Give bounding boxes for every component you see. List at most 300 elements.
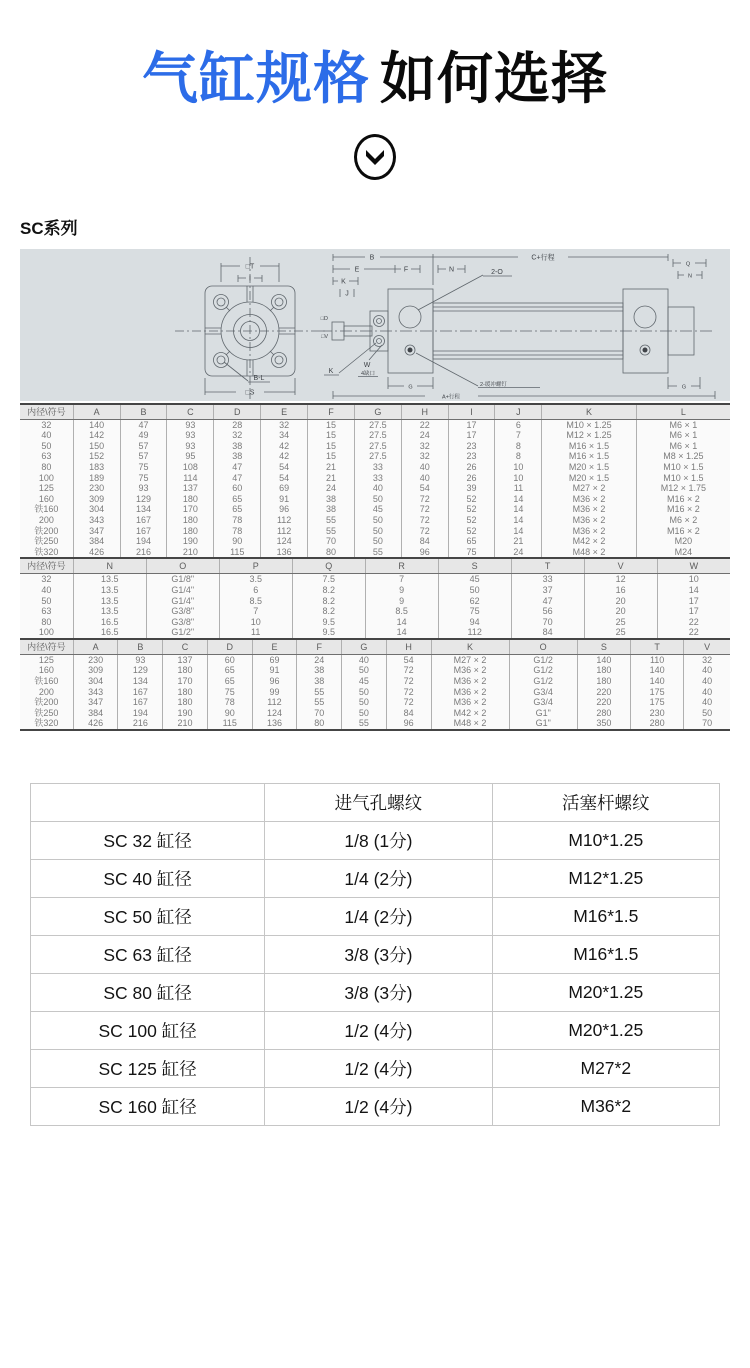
table-cell: 55 xyxy=(342,718,387,730)
dim-label: □T xyxy=(245,263,255,271)
table-cell: 57 xyxy=(120,441,167,452)
table-cell: 125 xyxy=(38,654,54,665)
table-cell: 56 xyxy=(511,606,584,617)
table-cell: 32 xyxy=(401,451,448,462)
table-cell: 47 xyxy=(214,462,261,473)
table-cell: 40 xyxy=(354,483,401,494)
column-header: A xyxy=(73,639,118,655)
table-cell: 180 xyxy=(167,494,214,505)
table-cell: 54 xyxy=(401,483,448,494)
table-cell: 47 xyxy=(120,419,167,430)
table-cell: 42 xyxy=(261,451,308,462)
table-cell: 铁250 xyxy=(34,536,59,547)
dim-label: □V xyxy=(321,333,328,340)
table-cell: 52 xyxy=(448,504,495,515)
table-cell: M10 × 1.5 xyxy=(636,473,730,484)
dim-label: K xyxy=(328,367,334,375)
table-cell: 280 xyxy=(577,708,630,719)
table-cell: 60 xyxy=(207,654,252,665)
chevron-down-icon xyxy=(354,134,396,180)
table-cell: SC 40 缸径 xyxy=(31,860,265,898)
table-cell: 180 xyxy=(163,665,208,676)
table-row xyxy=(20,451,730,462)
table-cell: 150 xyxy=(73,441,120,452)
column-header: O xyxy=(146,558,219,574)
table-cell: 铁320 xyxy=(34,546,59,557)
table-cell: 15 xyxy=(308,441,355,452)
table-cell: G1/2 xyxy=(509,654,577,665)
dim-label: E xyxy=(354,266,360,274)
table-cell: 62 xyxy=(438,596,511,607)
table-cell: 57 xyxy=(120,451,167,462)
table-cell: 55 xyxy=(297,697,342,708)
table-cell: 7 xyxy=(219,606,292,617)
table-cell: 25 xyxy=(584,627,657,638)
table-cell: M16 × 1.5 xyxy=(542,441,636,452)
table-cell: 50 xyxy=(354,494,401,505)
table-cell: 100 xyxy=(38,472,54,483)
table-cell: M20*1.25 xyxy=(492,974,719,1012)
table-cell: 136 xyxy=(261,547,308,558)
table-cell: 230 xyxy=(73,654,118,665)
dim-label: G xyxy=(681,384,687,391)
table-cell: 175 xyxy=(631,697,684,708)
table-cell: M6 × 1 xyxy=(636,430,730,441)
table-cell: 160 xyxy=(38,493,54,504)
table-cell: M42 × 2 xyxy=(431,708,509,719)
table-cell: SC 100 缸径 xyxy=(31,1012,265,1050)
table-row xyxy=(20,547,730,558)
table-cell: 21 xyxy=(308,473,355,484)
table-cell: 210 xyxy=(167,547,214,558)
dim-label: A+行程 xyxy=(442,394,460,401)
table-cell: 70 xyxy=(308,536,355,547)
table-cell: 9.5 xyxy=(292,627,365,638)
table-cell: 180 xyxy=(577,676,630,687)
cushion-label: 2-缓冲螺钉 xyxy=(480,381,507,388)
table-cell: 96 xyxy=(401,547,448,558)
dim-label: N xyxy=(448,266,455,274)
table-cell: M36 × 2 xyxy=(542,515,636,526)
table-cell: 180 xyxy=(163,687,208,698)
table-cell: M27 × 2 xyxy=(431,654,509,665)
table-cell: 54 xyxy=(261,462,308,473)
column-header: K xyxy=(542,404,636,420)
table-cell: 124 xyxy=(261,536,308,547)
table-row xyxy=(20,494,730,505)
table-cell: M36 × 2 xyxy=(431,665,509,676)
column-header: E xyxy=(252,639,297,655)
header-row xyxy=(20,639,730,655)
table-cell: 180 xyxy=(167,515,214,526)
table-cell: 347 xyxy=(73,526,120,537)
table-cell: 铁320 xyxy=(34,718,59,729)
table-cell: 194 xyxy=(120,536,167,547)
table-cell: 14 xyxy=(495,526,542,537)
table-row xyxy=(20,606,730,617)
table-row xyxy=(20,654,730,665)
dim-label: I xyxy=(249,275,251,283)
table-cell: 50 xyxy=(342,665,387,676)
table-cell: 75 xyxy=(448,547,495,558)
table-cell: 80 xyxy=(308,547,355,558)
table-row xyxy=(20,574,730,585)
table-cell: 20 xyxy=(584,606,657,617)
table-cell: 190 xyxy=(167,536,214,547)
table-row xyxy=(31,1088,720,1126)
section-heading: SC系列 xyxy=(20,218,78,238)
table-cell: 50 xyxy=(41,440,52,451)
table-row xyxy=(20,473,730,484)
column-header: 内径\符号 xyxy=(20,558,73,574)
table-cell: 194 xyxy=(118,708,163,719)
column-header: J xyxy=(495,404,542,420)
table-cell: 33 xyxy=(354,473,401,484)
table-cell: 40 xyxy=(41,584,52,595)
table-cell: 40 xyxy=(684,697,730,708)
table-cell: SC 50 缸径 xyxy=(31,898,265,936)
table-cell: 8 xyxy=(495,451,542,462)
table-cell: 84 xyxy=(386,708,431,719)
table-cell: 63 xyxy=(41,606,52,617)
dim-label: N xyxy=(688,273,692,280)
table-cell: 50 xyxy=(342,697,387,708)
column-header: C xyxy=(163,639,208,655)
table-cell: 80 xyxy=(41,616,52,627)
table-cell: 96 xyxy=(386,718,431,730)
table-cell: 14 xyxy=(495,504,542,515)
table-cell: 17 xyxy=(448,430,495,441)
table-row xyxy=(31,784,720,822)
table-cell: 280 xyxy=(631,718,684,730)
table-cell: 17 xyxy=(657,596,730,607)
table-cell: M20 xyxy=(636,536,730,547)
table-cell: 28 xyxy=(214,419,261,430)
table-row xyxy=(20,441,730,452)
table-row xyxy=(31,974,720,1012)
spec-table-3-wrap xyxy=(20,638,730,731)
table-cell: SC 80 缸径 xyxy=(31,974,265,1012)
table-cell: 75 xyxy=(120,462,167,473)
table-cell: 304 xyxy=(73,676,118,687)
table-cell: 309 xyxy=(73,494,120,505)
column-header: G xyxy=(354,404,401,420)
table-cell: M16 × 2 xyxy=(636,504,730,515)
table-cell: 27.5 xyxy=(354,441,401,452)
table-cell: 7 xyxy=(495,430,542,441)
table-cell: 32 xyxy=(214,430,261,441)
column-header: R xyxy=(365,558,438,574)
table-cell: G3/8" xyxy=(146,617,219,628)
table-cell: 27.5 xyxy=(354,419,401,430)
table-cell: 40 xyxy=(401,473,448,484)
table-cell: 10 xyxy=(657,574,730,585)
table-cell: 45 xyxy=(354,504,401,515)
table-cell: 38 xyxy=(297,676,342,687)
table-cell: 8 xyxy=(495,441,542,452)
table-cell: 220 xyxy=(577,687,630,698)
table-cell: 50 xyxy=(354,536,401,547)
table-cell: M27 × 2 xyxy=(542,483,636,494)
table-cell: 55 xyxy=(297,687,342,698)
table-cell: 175 xyxy=(631,687,684,698)
table-cell: 15 xyxy=(308,419,355,430)
table-cell: 72 xyxy=(401,494,448,505)
table-cell: 8.5 xyxy=(365,606,438,617)
table-cell: 8.2 xyxy=(292,606,365,617)
table-cell: 72 xyxy=(386,665,431,676)
table-cell: 50 xyxy=(354,515,401,526)
page-title-rest: 如何选择 xyxy=(380,47,608,110)
table-cell: 40 xyxy=(342,654,387,665)
table-row xyxy=(20,687,730,698)
table-cell: 7.5 xyxy=(292,574,365,585)
table-cell: 38 xyxy=(308,494,355,505)
column-header: B xyxy=(118,639,163,655)
table-cell: 80 xyxy=(297,718,342,730)
table-cell: M36*2 xyxy=(492,1088,719,1126)
table-cell: 124 xyxy=(252,708,297,719)
column-header: T xyxy=(631,639,684,655)
table-cell: 22 xyxy=(401,419,448,430)
table-cell: 136 xyxy=(252,718,297,730)
table-cell: 49 xyxy=(120,430,167,441)
column-header: 内径\符号 xyxy=(20,404,73,420)
column-header: W xyxy=(657,558,730,574)
table-cell: 78 xyxy=(214,515,261,526)
spec-table-2-wrap xyxy=(20,557,730,638)
table-cell: 13.5 xyxy=(73,574,146,585)
table-cell: 14 xyxy=(495,494,542,505)
column-header: 内径\符号 xyxy=(20,639,73,655)
table-cell: 112 xyxy=(252,697,297,708)
table-cell: 100 xyxy=(38,627,54,638)
table-cell: 70 xyxy=(684,718,730,730)
table-cell: 384 xyxy=(73,536,120,547)
table-cell: G1" xyxy=(509,708,577,719)
table-cell: 75 xyxy=(120,473,167,484)
table-cell: M6 × 1 xyxy=(636,419,730,430)
column-header: H xyxy=(386,639,431,655)
table-cell: 55 xyxy=(308,515,355,526)
table-cell: 15 xyxy=(308,451,355,462)
table-cell: 93 xyxy=(118,654,163,665)
table-cell: 69 xyxy=(261,483,308,494)
table-cell: 134 xyxy=(120,504,167,515)
table-cell: 129 xyxy=(120,494,167,505)
column-header-blank xyxy=(31,784,265,822)
table-cell: 129 xyxy=(118,665,163,676)
table-cell: M36 × 2 xyxy=(431,676,509,687)
table-row xyxy=(31,1012,720,1050)
spec-table xyxy=(20,638,730,731)
table-cell: 350 xyxy=(577,718,630,730)
table-cell: 125 xyxy=(38,483,54,494)
header-row xyxy=(20,558,730,574)
table-cell: 200 xyxy=(38,686,54,697)
column-header: L xyxy=(636,404,730,420)
table-cell: 13.5 xyxy=(73,606,146,617)
table-cell: 11 xyxy=(495,483,542,494)
table-row xyxy=(20,627,730,638)
table-cell: 22 xyxy=(657,617,730,628)
table-cell: M36 × 2 xyxy=(542,494,636,505)
table-row xyxy=(20,718,730,730)
table-cell: 8.5 xyxy=(219,596,292,607)
spec-table xyxy=(20,403,730,558)
dim-label: C+行程 xyxy=(531,254,555,262)
header-row xyxy=(20,404,730,420)
table-row xyxy=(20,483,730,494)
table-cell: 52 xyxy=(448,526,495,537)
table-cell: SC 63 缸径 xyxy=(31,936,265,974)
table-cell: 95 xyxy=(167,451,214,462)
column-header: G xyxy=(342,639,387,655)
table-cell: 38 xyxy=(214,441,261,452)
table-cell: 110 xyxy=(631,654,684,665)
table-cell: 93 xyxy=(167,441,214,452)
table-cell: M36 × 2 xyxy=(542,504,636,515)
table-cell: 189 xyxy=(73,473,120,484)
dim-label: W xyxy=(363,361,371,369)
table-cell: M16 × 2 xyxy=(636,494,730,505)
table-cell: 152 xyxy=(73,451,120,462)
table-cell: 26 xyxy=(448,473,495,484)
table-cell: 72 xyxy=(386,676,431,687)
table-cell: G1/2 xyxy=(509,676,577,687)
table-cell: 40 xyxy=(684,665,730,676)
table-cell: M36 × 2 xyxy=(542,526,636,537)
dim-label: F xyxy=(403,266,409,274)
table-cell: 15 xyxy=(308,430,355,441)
table-cell: 24 xyxy=(308,483,355,494)
table-cell: M16 × 2 xyxy=(636,526,730,537)
table-cell: 304 xyxy=(73,504,120,515)
scroll-hint xyxy=(0,134,750,180)
table-cell: 70 xyxy=(297,708,342,719)
table-cell: 112 xyxy=(261,526,308,537)
table-cell: 8.2 xyxy=(292,596,365,607)
table-cell: 426 xyxy=(73,718,118,730)
table-cell: 84 xyxy=(401,536,448,547)
table-cell: 54 xyxy=(261,473,308,484)
table-cell: 3.5 xyxy=(219,574,292,585)
table-cell: 37 xyxy=(511,585,584,596)
table-cell: 33 xyxy=(354,462,401,473)
column-header: T xyxy=(511,558,584,574)
spec-table-1-wrap xyxy=(20,403,730,558)
table-cell: 23 xyxy=(448,441,495,452)
dim-label: □D xyxy=(320,315,328,322)
table-cell: 铁200 xyxy=(34,697,59,708)
page-title xyxy=(0,48,750,110)
table-cell: M12*1.25 xyxy=(492,860,719,898)
column-header: S xyxy=(577,639,630,655)
table-cell: 65 xyxy=(207,676,252,687)
table-cell: 38 xyxy=(214,451,261,462)
table-cell: G1/2" xyxy=(146,627,219,638)
table-cell: 78 xyxy=(214,526,261,537)
table-cell: 210 xyxy=(163,718,208,730)
table-cell: 17 xyxy=(657,606,730,617)
table-cell: M42 × 2 xyxy=(542,536,636,547)
table-cell: 40 xyxy=(684,687,730,698)
table-cell: 50 xyxy=(41,595,52,606)
table-cell: 65 xyxy=(207,665,252,676)
table-cell: G3/4 xyxy=(509,687,577,698)
table-cell: 140 xyxy=(631,676,684,687)
table-cell: 39 xyxy=(448,483,495,494)
ports-label: 2-O xyxy=(491,268,503,276)
table-cell: M36 × 2 xyxy=(431,687,509,698)
table-cell: 3/8 (3分) xyxy=(265,936,492,974)
table-cell: 180 xyxy=(167,526,214,537)
table-cell: 32 xyxy=(41,574,52,585)
table-cell: 16.5 xyxy=(73,617,146,628)
column-header: K xyxy=(431,639,509,655)
table-cell: 216 xyxy=(120,547,167,558)
table-cell: 铁250 xyxy=(34,707,59,718)
table-cell: 12 xyxy=(584,574,657,585)
table-cell: 216 xyxy=(118,718,163,730)
table-cell: 25 xyxy=(584,617,657,628)
table-cell: 45 xyxy=(438,574,511,585)
table-cell: 142 xyxy=(73,430,120,441)
table-cell: 60 xyxy=(214,483,261,494)
table-cell: 34 xyxy=(261,430,308,441)
table-cell: 42 xyxy=(261,441,308,452)
table-cell: 24 xyxy=(495,547,542,558)
table-cell: 180 xyxy=(577,665,630,676)
table-cell: 27.5 xyxy=(354,430,401,441)
table-cell: 21 xyxy=(308,462,355,473)
table-cell: M12 × 1.25 xyxy=(542,430,636,441)
table-cell: 167 xyxy=(120,526,167,537)
column-header: A xyxy=(73,404,120,420)
column-header: I xyxy=(448,404,495,420)
table-cell: 99 xyxy=(252,687,297,698)
column-header: V xyxy=(684,639,730,655)
table-cell: 137 xyxy=(167,483,214,494)
table-cell: 40 xyxy=(684,676,730,687)
table-cell: 8.2 xyxy=(292,585,365,596)
table-row xyxy=(20,708,730,719)
table-cell: 32 xyxy=(401,441,448,452)
page-title-highlight: 气缸规格 xyxy=(142,47,370,110)
table-cell: 65 xyxy=(448,536,495,547)
table-cell: G1" xyxy=(509,718,577,730)
table-cell: 47 xyxy=(511,596,584,607)
column-header: H xyxy=(401,404,448,420)
table-cell: 91 xyxy=(261,494,308,505)
table-cell: M16*1.5 xyxy=(492,898,719,936)
table-row xyxy=(20,419,730,430)
column-header: E xyxy=(261,404,308,420)
table-cell: 50 xyxy=(354,526,401,537)
table-cell: SC 160 缸径 xyxy=(31,1088,265,1126)
column-header: F xyxy=(297,639,342,655)
table-cell: G3/4 xyxy=(509,697,577,708)
table-row xyxy=(20,665,730,676)
table-cell: 10 xyxy=(219,617,292,628)
table-cell: 50 xyxy=(684,708,730,719)
dim-label: G xyxy=(408,384,413,391)
table-cell: 90 xyxy=(207,708,252,719)
table-cell: 343 xyxy=(73,515,120,526)
table-cell: 70 xyxy=(511,617,584,628)
table-cell: 72 xyxy=(401,504,448,515)
column-header: B xyxy=(120,404,167,420)
